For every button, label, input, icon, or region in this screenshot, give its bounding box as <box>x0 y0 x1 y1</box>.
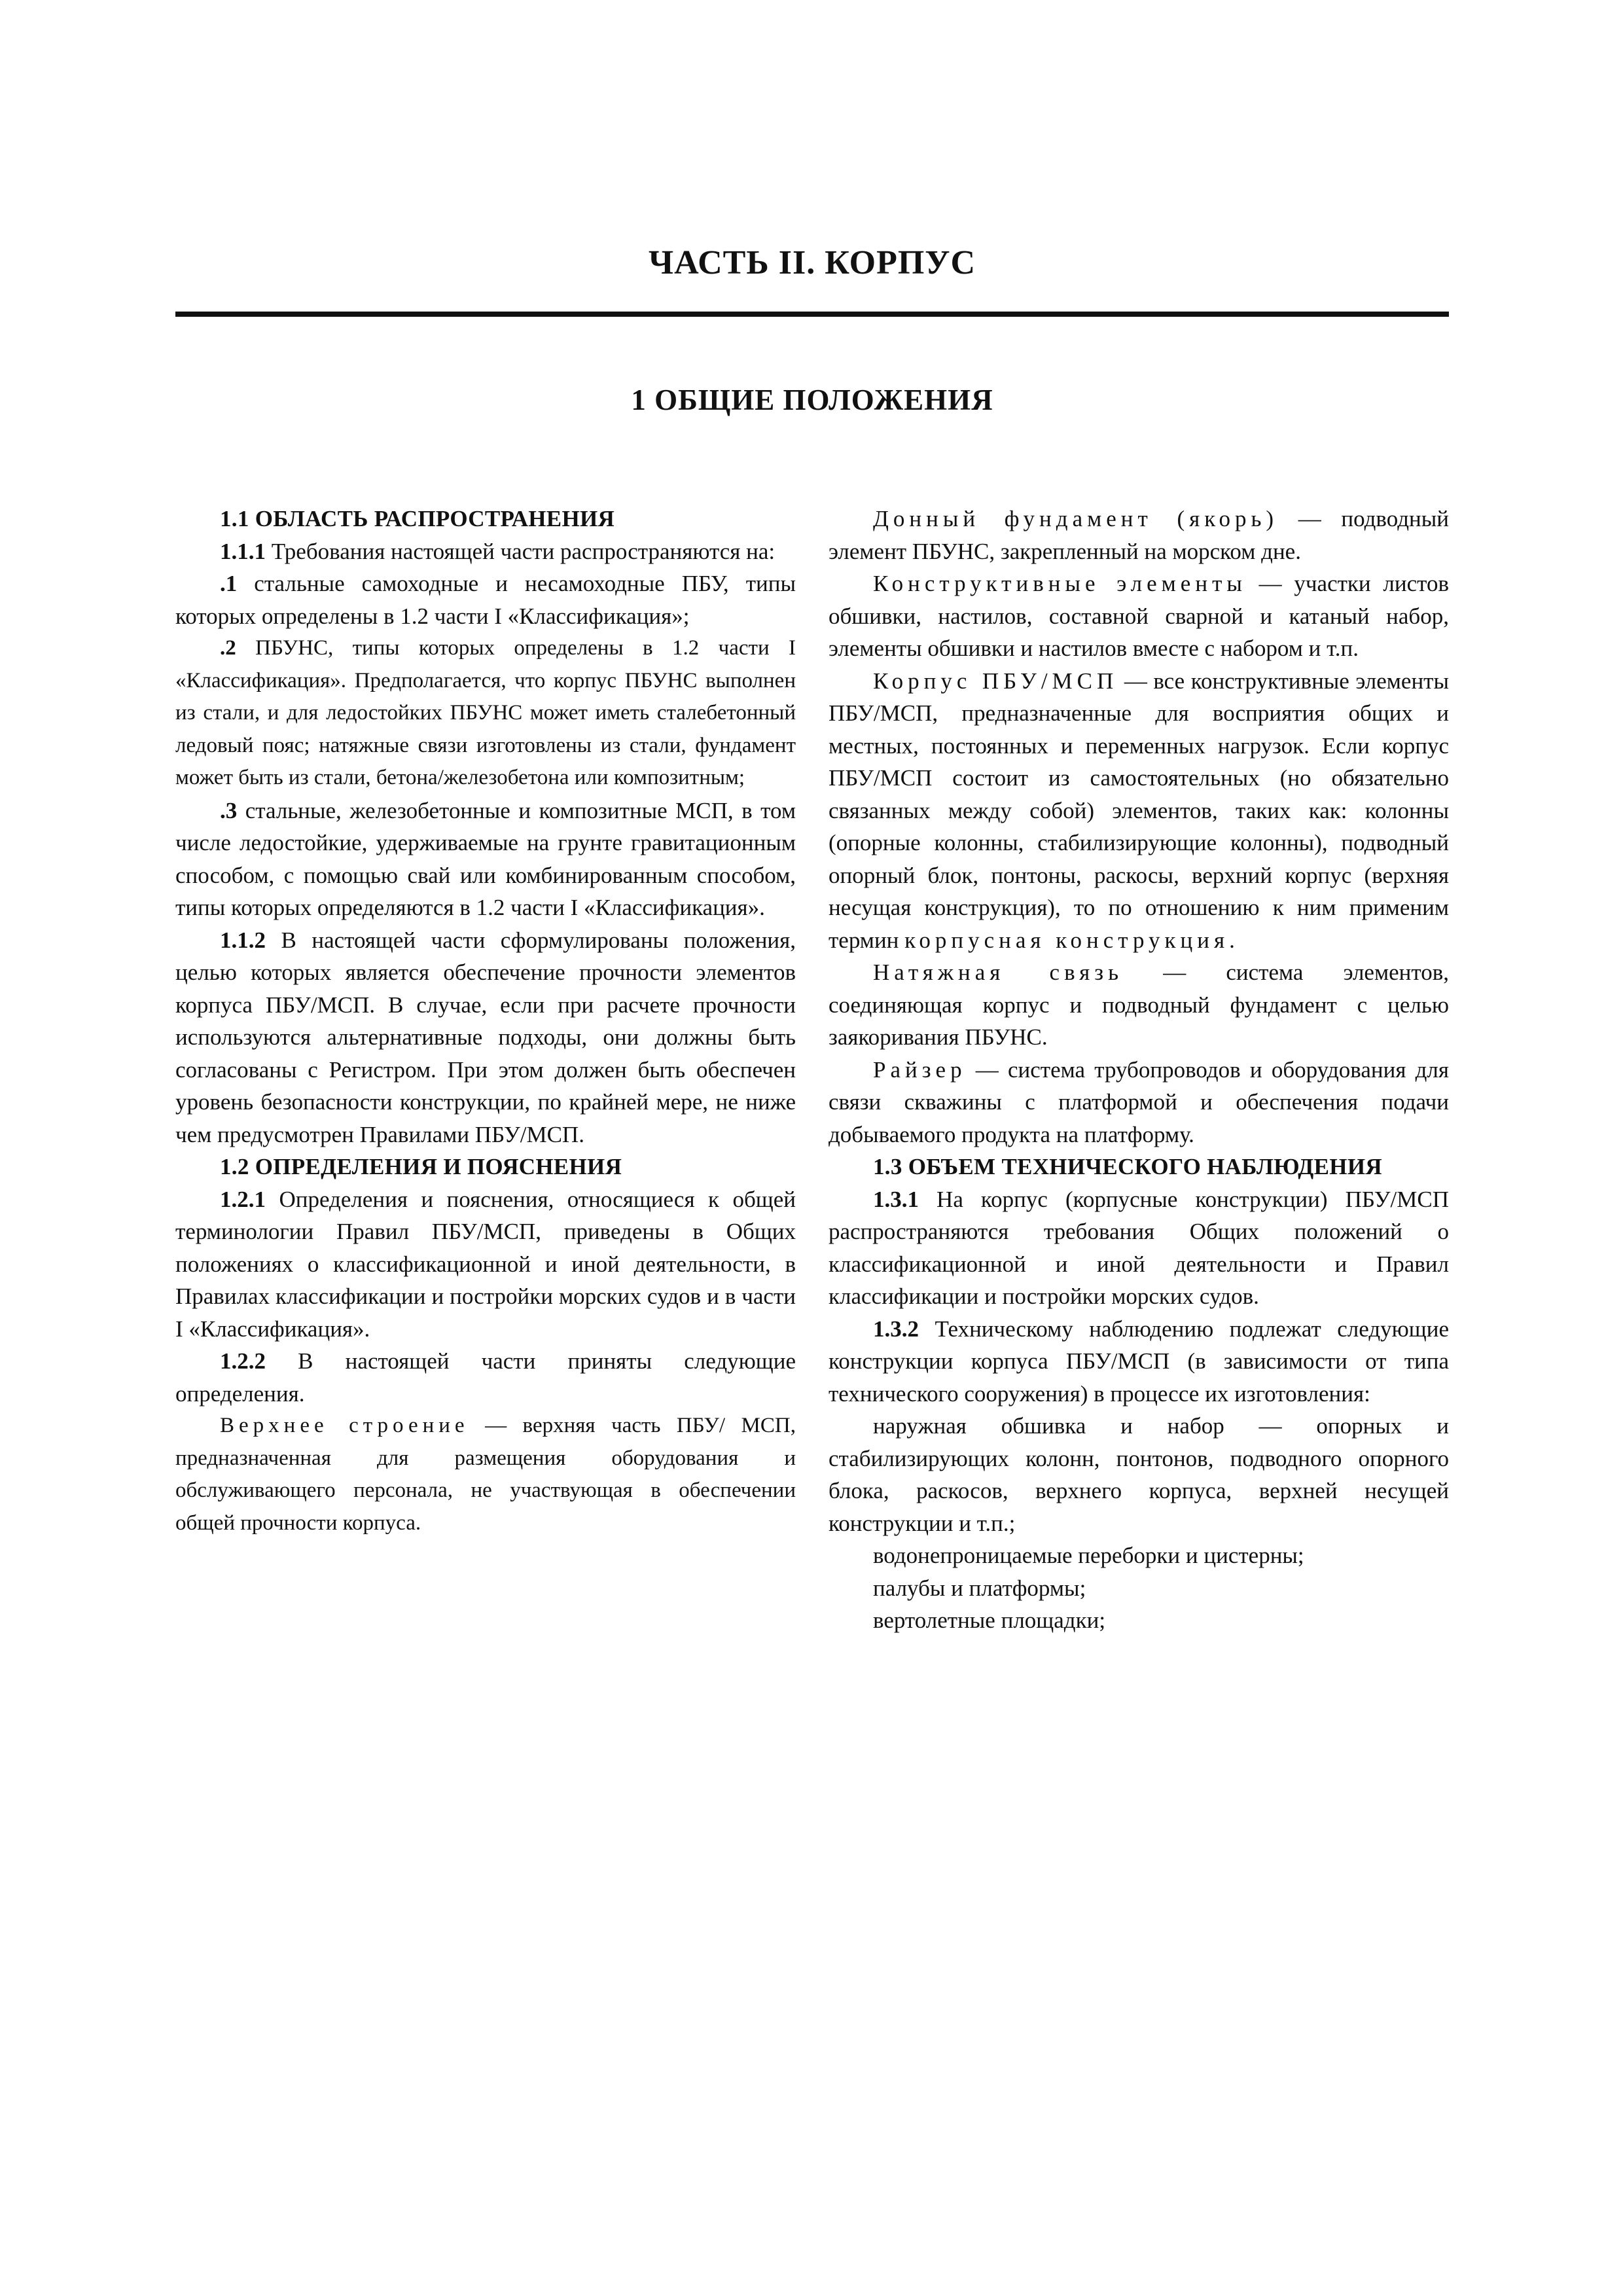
clause-number: 1.3.1 <box>873 1186 919 1212</box>
item-text: стальные самоходные и несамоходные ПБУ, типы которых определены в 1.2 части I «Классификация»; <box>175 571 796 629</box>
paragraph-text: Техническому наблюдению подлежат следующие конструкции корпуса ПБУ/МСП (в зависимости от типа технического сооружения) в процессе их изготовления: <box>829 1316 1449 1407</box>
definition-text: — система элементов, соединяющая корпус и подводный фундамент с целью заякоривания ПБУНС. <box>829 960 1449 1050</box>
list-line-2: водонепроницаемые переборки и цистерны; <box>873 1543 1304 1568</box>
left-column <box>175 503 796 1539</box>
clause-number: 1.3.2 <box>873 1316 919 1342</box>
list-item-2 <box>175 632 796 795</box>
item-number: .3 <box>220 797 238 823</box>
definition-term: Натяжная связь <box>873 960 1124 985</box>
paragraph-text: Требования настоящей части распространяются на: <box>266 538 776 564</box>
clause-number: 1.2.1 <box>220 1186 266 1212</box>
definition-tendon <box>829 956 1449 1054</box>
paragraph-1-3-1 <box>829 1183 1449 1313</box>
section-heading-1-2: 1.2 ОПРЕДЕЛЕНИЯ И ПОЯСНЕНИЯ <box>220 1154 622 1179</box>
paragraph-1-1-2 <box>175 924 796 1151</box>
list-line-1: наружная обшивка и набор — опорных и стабилизирующих колонн, понтонов, подводного опорного блока, раскосов, верхнего корпуса, верхней несущей конструкции и т.п.; <box>829 1413 1449 1536</box>
definition-term: Райзер <box>873 1056 967 1083</box>
right-column <box>829 503 1449 1637</box>
definition-text: — участки листов обшивки, настилов, составной сварной и катаный набор, элементы обшивки и настилов вместе с набором и т.п. <box>829 571 1449 661</box>
list-item-3 <box>175 795 796 924</box>
item-number: .1 <box>220 571 238 596</box>
definition-text: — система трубопроводов и оборудования для связи скважины с платформой и обеспечения подачи добываемого продукта на платформу. <box>829 1056 1449 1147</box>
section-heading-1-3: 1.3 ОБЪЕМ ТЕХНИЧЕСКОГО НАБЛЮДЕНИЯ <box>873 1154 1382 1179</box>
paragraph-1-2-1 <box>175 1183 796 1346</box>
item-text: стальные, железобетонные и композитные МСП, в том числе ледостойкие, удерживаемые на грунте гравитационным способом, с помощью свай или комбинированным способом, типы которых определяются в 1.2 части I «Классификация». <box>175 797 796 920</box>
paragraph-1-1-1 <box>175 535 796 568</box>
definition-text: — все конструктивные элементы ПБУ/МСП, предназначенные для восприятия общих и местных, постоянных и переменных нагрузок. Если корпус ПБУ/МСП состоит из самостоятельных (но обязательно связанных между собой) элементов, таких как: колонны (опорные колонны, стабилизирующие колонны), подводный опорный блок, понтоны, раскосы, верхний корпус (верхняя несущая конструкция), то по отношению к ним применим термин <box>829 668 1449 953</box>
item-text: ПБУНС, типы которых определены в 1.2 части I «Классификация». Предполагается, что корпус ПБУНС выполнен из стали, и для ледостойких ПБУНС может иметь сталебетонный ледовый пояс; натяжные связи изготовлены из стали, фундамент может быть из стали, бетона/железобетона или композитным; <box>175 636 796 789</box>
definition-superstructure <box>175 1410 796 1539</box>
paragraph-text: На корпус (корпусные конструкции) ПБУ/МСП распространяются требования Общих положений о классификационной и иной деятельности и Правил классификации и постройки морских судов. <box>829 1186 1449 1309</box>
definition-term: Донный фундамент (якорь) <box>873 506 1279 531</box>
definition-term-secondary: корпусная конструкция <box>904 927 1230 953</box>
paragraph-text: В настоящей части приняты следующие определения. <box>175 1348 796 1407</box>
part-title: ЧАСТЬ II. КОРПУС <box>649 244 976 281</box>
title-rule <box>175 312 1449 317</box>
section-heading-1-1: 1.1 ОБЛАСТЬ РАСПРОСТРАНЕНИЯ <box>220 506 615 531</box>
definition-riser <box>829 1054 1449 1151</box>
item-number: .2 <box>220 636 236 660</box>
list-item-1 <box>175 567 796 632</box>
definition-text: — верхняя часть ПБУ/ МСП, предназначенная для размещения оборудования и обслуживающего персонала, не участвующая в обеспечении общей прочности корпуса. <box>175 1414 796 1535</box>
paragraph-1-2-2 <box>175 1345 796 1410</box>
definition-text: — подводный элемент ПБУНС, закрепленный на морском дне. <box>829 506 1449 564</box>
clause-number: 1.1.2 <box>220 927 266 953</box>
clause-number: 1.2.2 <box>220 1348 266 1374</box>
paragraph-text: Определения и пояснения, относящиеся к общей терминологии Правил ПБУ/МСП, приведены в Общих положениях о классификационной и иной деятельности, в Правилах классификации и постройки морских судов и в части I «Классификация». <box>175 1186 796 1342</box>
definition-end: . <box>1229 927 1235 953</box>
paragraph-text: В настоящей части сформулированы положения, целью которых является обеспечение прочности элементов корпуса ПБУ/МСП. В случае, если при расчете прочности используются альтернативные подходы, они должны быть согласованы с Регистром. При этом должен быть обеспечен уровень безопасности конструкции, по крайней мере, не ниже чем предусмотрен Правилами ПБУ/МСП. <box>175 927 796 1147</box>
chapter-title: 1 ОБЩИЕ ПОЛОЖЕНИЯ <box>631 384 993 416</box>
definition-structural-elements <box>829 567 1449 665</box>
definition-hull <box>829 665 1449 957</box>
definition-term: Корпус ПБУ/МСП <box>873 668 1118 694</box>
definition-seabed-foundation <box>829 503 1449 567</box>
definition-term: Конструктивные элементы <box>873 571 1247 596</box>
paragraph-1-3-2 <box>829 1313 1449 1410</box>
list-line-4: вертолетные площадки; <box>873 1607 1106 1633</box>
list-line-3: палубы и платформы; <box>873 1575 1086 1601</box>
definition-term: Верхнее строение <box>220 1414 469 1437</box>
clause-number: 1.1.1 <box>220 538 266 564</box>
